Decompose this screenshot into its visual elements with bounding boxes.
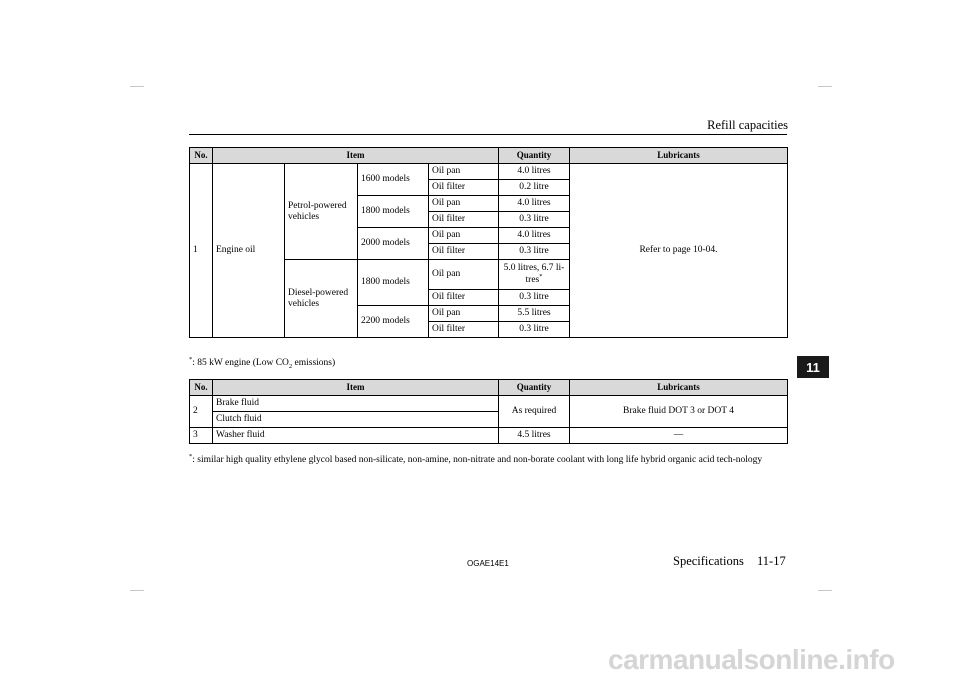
crop-mark [130,86,144,87]
quantity-value: 4.0 litres [499,228,570,244]
footnote-mark: * [189,453,193,460]
row-number: 1 [190,164,213,338]
part-label: Oil pan [429,196,499,212]
footnote-text-end: emissions) [292,358,336,369]
model-label: 1600 models [358,164,429,196]
crop-mark [130,590,144,591]
lubricant-reference: Refer to page 10-04. [570,164,788,338]
part-label: Oil pan [429,228,499,244]
lubricant-value: Brake fluid DOT 3 or DOT 4 [570,396,788,428]
model-label: 1800 models [358,260,429,306]
quantity-text: 5.0 litres, 6.7 li-tres [503,262,565,286]
item-brake-fluid: Brake fluid [213,396,499,412]
model-label: 1800 models [358,196,429,228]
col-header-no: No. [190,380,213,396]
part-label: Oil pan [429,164,499,180]
crop-mark [818,86,832,87]
header-rule [189,134,787,135]
quantity-value: As required [499,396,570,428]
item-washer-fluid: Washer fluid [213,428,499,444]
item-clutch-fluid: Clutch fluid [213,412,499,428]
col-header-no: No. [190,148,213,164]
part-label: Oil pan [429,306,499,322]
quantity-value: 4.0 litres [499,196,570,212]
model-label: 2200 models [358,306,429,338]
footnote-text: : 85 kW engine (Low CO [192,358,289,369]
subscript: 2 [288,363,293,371]
col-header-lubricants: Lubricants [570,148,788,164]
fluid-capacity-table [189,379,788,444]
lubricant-value: — [570,428,788,444]
page-number: 11-17 [757,554,786,568]
quantity-value: 0.3 litre [499,322,570,338]
row-number: 2 [190,396,213,428]
quantity-value: 5.5 litres [499,306,570,322]
quantity-value: 4.0 litres [499,164,570,180]
crop-mark [818,590,832,591]
part-label: Oil filter [429,244,499,260]
petrol-vehicles-label: Petrol-powered vehicles [285,164,358,260]
diesel-vehicles-label: Diesel-powered vehicles [285,260,358,338]
part-label: Oil filter [429,212,499,228]
part-label: Oil filter [429,290,499,306]
col-header-item: Item [213,148,499,164]
part-label: Oil pan [429,260,499,290]
footnote-text: : similar high quality ethylene glycol based non-silicate, non-amine, non-nitrate and non-borate coolant with long life hybrid organic acid tech-nology [192,455,763,466]
footnote-mark: * [539,273,543,281]
footer-section-title: Specifications [673,554,744,568]
col-header-quantity: Quantity [499,380,570,396]
col-header-item: Item [213,380,499,396]
quantity-value: 0.2 litre [499,180,570,196]
watermark-text: carmanualsonline.info [608,644,895,675]
part-label: Oil filter [429,180,499,196]
quantity-value: 0.3 litre [499,244,570,260]
quantity-value: 4.5 litres [499,428,570,444]
row-number: 3 [190,428,213,444]
engine-oil-capacity-table [189,147,788,338]
col-header-quantity: Quantity [499,148,570,164]
quantity-value: 0.3 litre [499,212,570,228]
running-header-title: Refill capacities [707,118,788,132]
quantity-value: 0.3 litre [499,290,570,306]
footnote-mark: * [189,356,193,363]
quantity-value [499,260,570,290]
document-code: OGAE14E1 [467,559,509,568]
col-header-lubricants: Lubricants [570,380,788,396]
section-tab: 11 [797,356,829,378]
item-engine-oil: Engine oil [213,164,285,338]
model-label: 2000 models [358,228,429,260]
footnote-engine [189,356,335,370]
part-label: Oil filter [429,322,499,338]
footnote-coolant [189,453,787,467]
